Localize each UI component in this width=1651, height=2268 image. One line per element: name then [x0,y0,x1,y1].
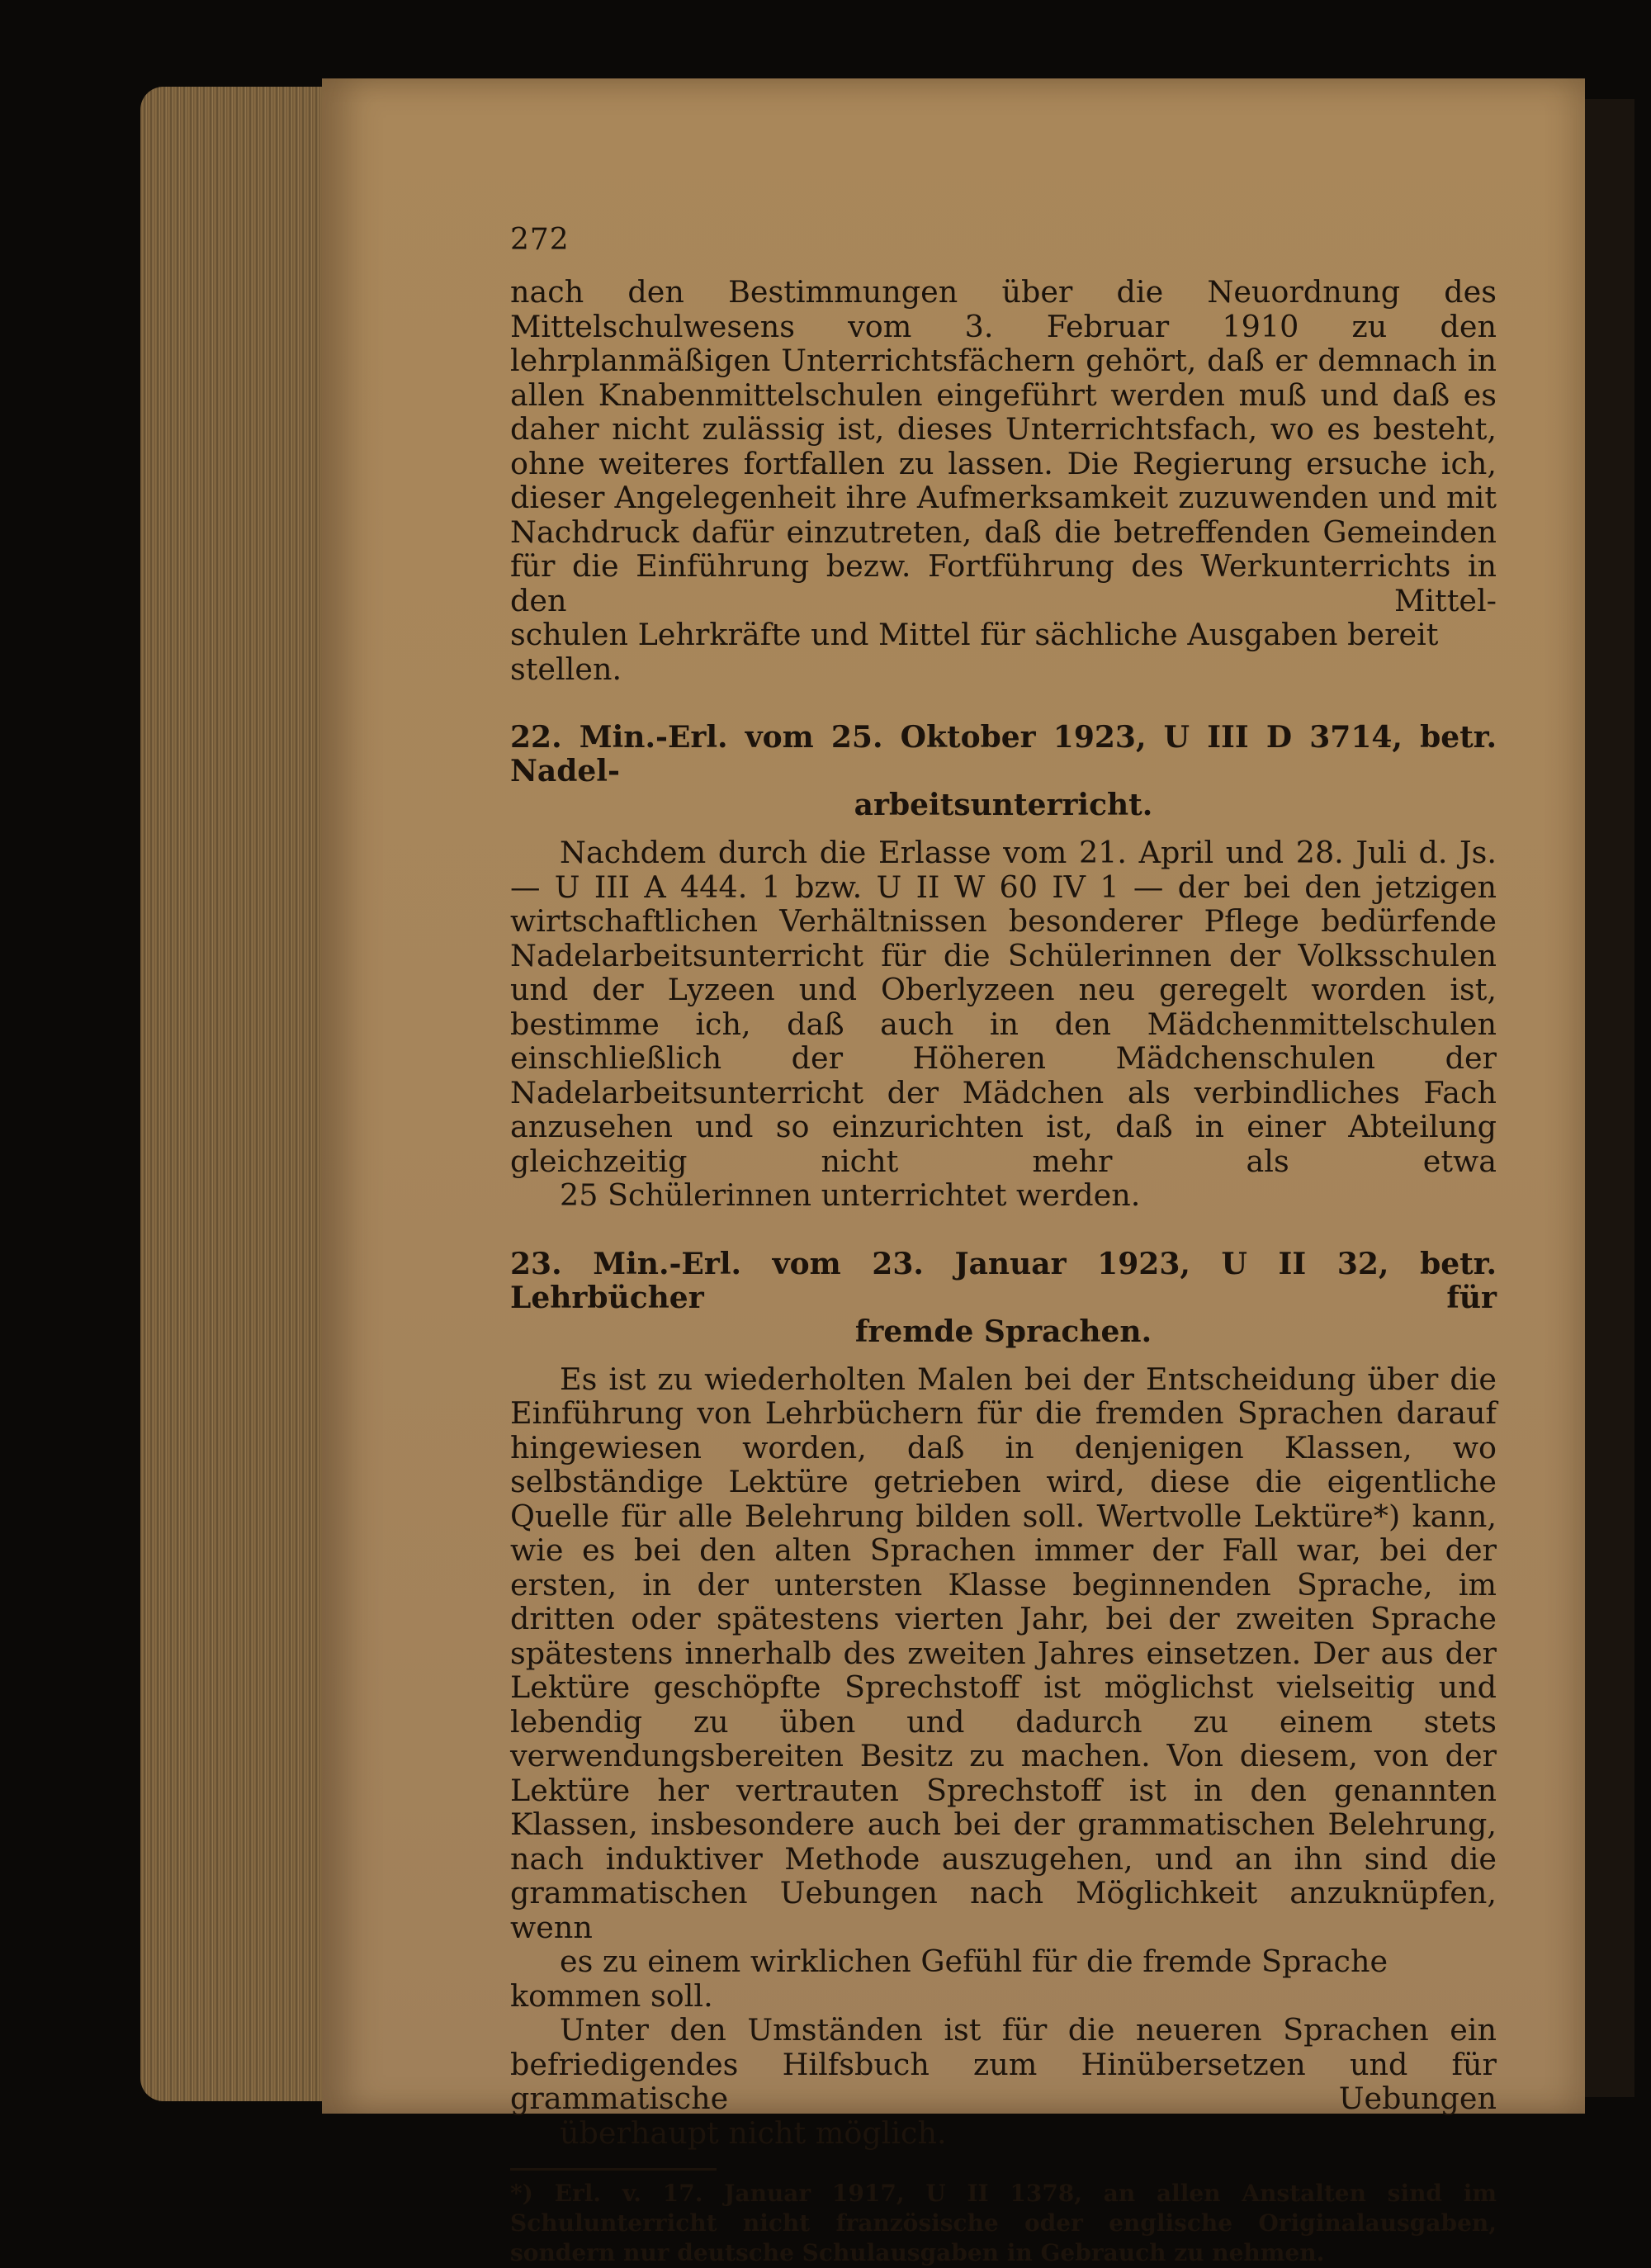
section-22-last-line: 25 Schülerinnen unterrichtet werden. [560,1177,1141,1213]
section-23-heading-text: 23. Min.-Erl. vom 23. Januar 1923, U II 32, betr. Lehrbücher für [510,1246,1497,1315]
section-23-text-1: Es ist zu wiederholten Malen bei der Entscheidung über die Einführung von Lehrbüchern für die fremden Sprachen darauf hingewiesen worden, daß in denjenigen Klassen, wo selbständige Lektüre getrieben wird, diese die eigentliche Quelle für alle Belehrung bilden soll. Wertvolle Lektüre*) kann, wie es bei den alten Sprachen immer der Fall war, bei der ersten, in der untersten Klasse beginnenden Sprache, im dritten oder spätestens vierten Jahr, bei der zweiten Sprache spätestens innerhalb des zweiten Jahres einsetzen. Der aus der Lektüre geschöpfte Sprechstoff ist möglichst vielseitig und lebendig zu üben und dadurch zu einem stets verwendungsbereiten Besitz zu machen. Von diesem, von der Lektüre her vertrauten Sprechstoff ist in den genannten Klassen, insbesondere auch bei der grammatischen Belehrung, nach induktiver Methode auszugehen, und an ihn sind die grammatischen Uebungen nach Möglichkeit anzuknüpfen, wenn [510,1361,1497,1945]
section-23-paragraph-2 [510,2013,1497,2150]
section-22-heading-cont: arbeitsunterricht. [854,788,1153,822]
section-23-heading [510,1248,1497,1349]
intro-paragraph-text: nach den Bestimmungen über die Neuordnung des Mittelschulwesens vom 3. Februar 1910 zu den lehrplanmäßigen Unterrichtsfächern gehört, daß er demnach in allen Knabenmittelschulen eingeführt werden muß und daß es daher nicht zulässig ist, dieses Unterrichtsfach, wo es besteht, ohne weiteres fortfallen zu lassen. Die Regierung ersuche ich, dieser Angelegenheit ihre Aufmerksamkeit zuzuwenden und mit Nachdruck dafür einzutreten, daß die betreffenden Gemeinden für die Einführung bezw. Fortführung des Werkunterrichts in den Mittel- [510,274,1497,618]
footnote-divider [510,2168,717,2171]
page-edges [140,87,338,2101]
section-22-text: Nachdem durch die Erlasse vom 21. April und 28. Juli d. Js. — U III A 444. 1 bzw. U II W 60 IV 1 — der bei den jetzigen wirtschaftlichen Verhältnissen besonderer Pflege bedürfende Nadelarbeitsunterricht für die Schülerinnen der Volksschulen und der Lyzeen und Oberlyzeen neu geregelt worden ist, bestimme ich, daß auch in den Mädchenmittelschulen einschließlich der Höheren Mädchenschulen der Nadelarbeitsunterricht der Mädchen als verbindliches Fach anzusehen und so einzurichten ist, daß in einer Abteilung gleichzeitig nicht mehr als etwa [510,835,1497,1179]
intro-paragraph-last-line: schulen Lehrkräfte und Mittel für sächliche Ausgaben bereit stellen. [510,617,1439,687]
section-22-heading [510,721,1497,822]
footnote: *) Erl. v. 17. Januar 1917, U II 1378, an allen Anstalten sind im Schulunterricht nicht französische oder englische Originalausgaben, sondern nur deutsche Schulausgaben in Gebrauch zu nehmen. [510,2180,1497,2266]
section-23-heading-cont: fremde Sprachen. [854,1314,1152,1349]
page-content [510,223,1497,2268]
intro-paragraph [510,275,1497,686]
section-22-heading-text: 22. Min.-Erl. vom 25. Oktober 1923, U III D 3714, betr. Nadel- [510,720,1497,788]
section-23-text-1-last: es zu einem wirklichen Gefühl für die fremde Sprache kommen soll. [510,1944,1388,2014]
page-number: 272 [510,223,570,257]
section-23-text-2-last: überhaupt nicht möglich. [560,2114,947,2151]
section-23-text-2: Unter den Umständen ist für die neueren Sprachen ein befriedigendes Hilfsbuch zum Hinübersetzen und für grammatische Uebungen [510,2012,1497,2116]
section-22-paragraph [510,836,1497,1213]
right-page-edge [1585,99,1634,2097]
section-23-paragraph-1 [510,1362,1497,2014]
